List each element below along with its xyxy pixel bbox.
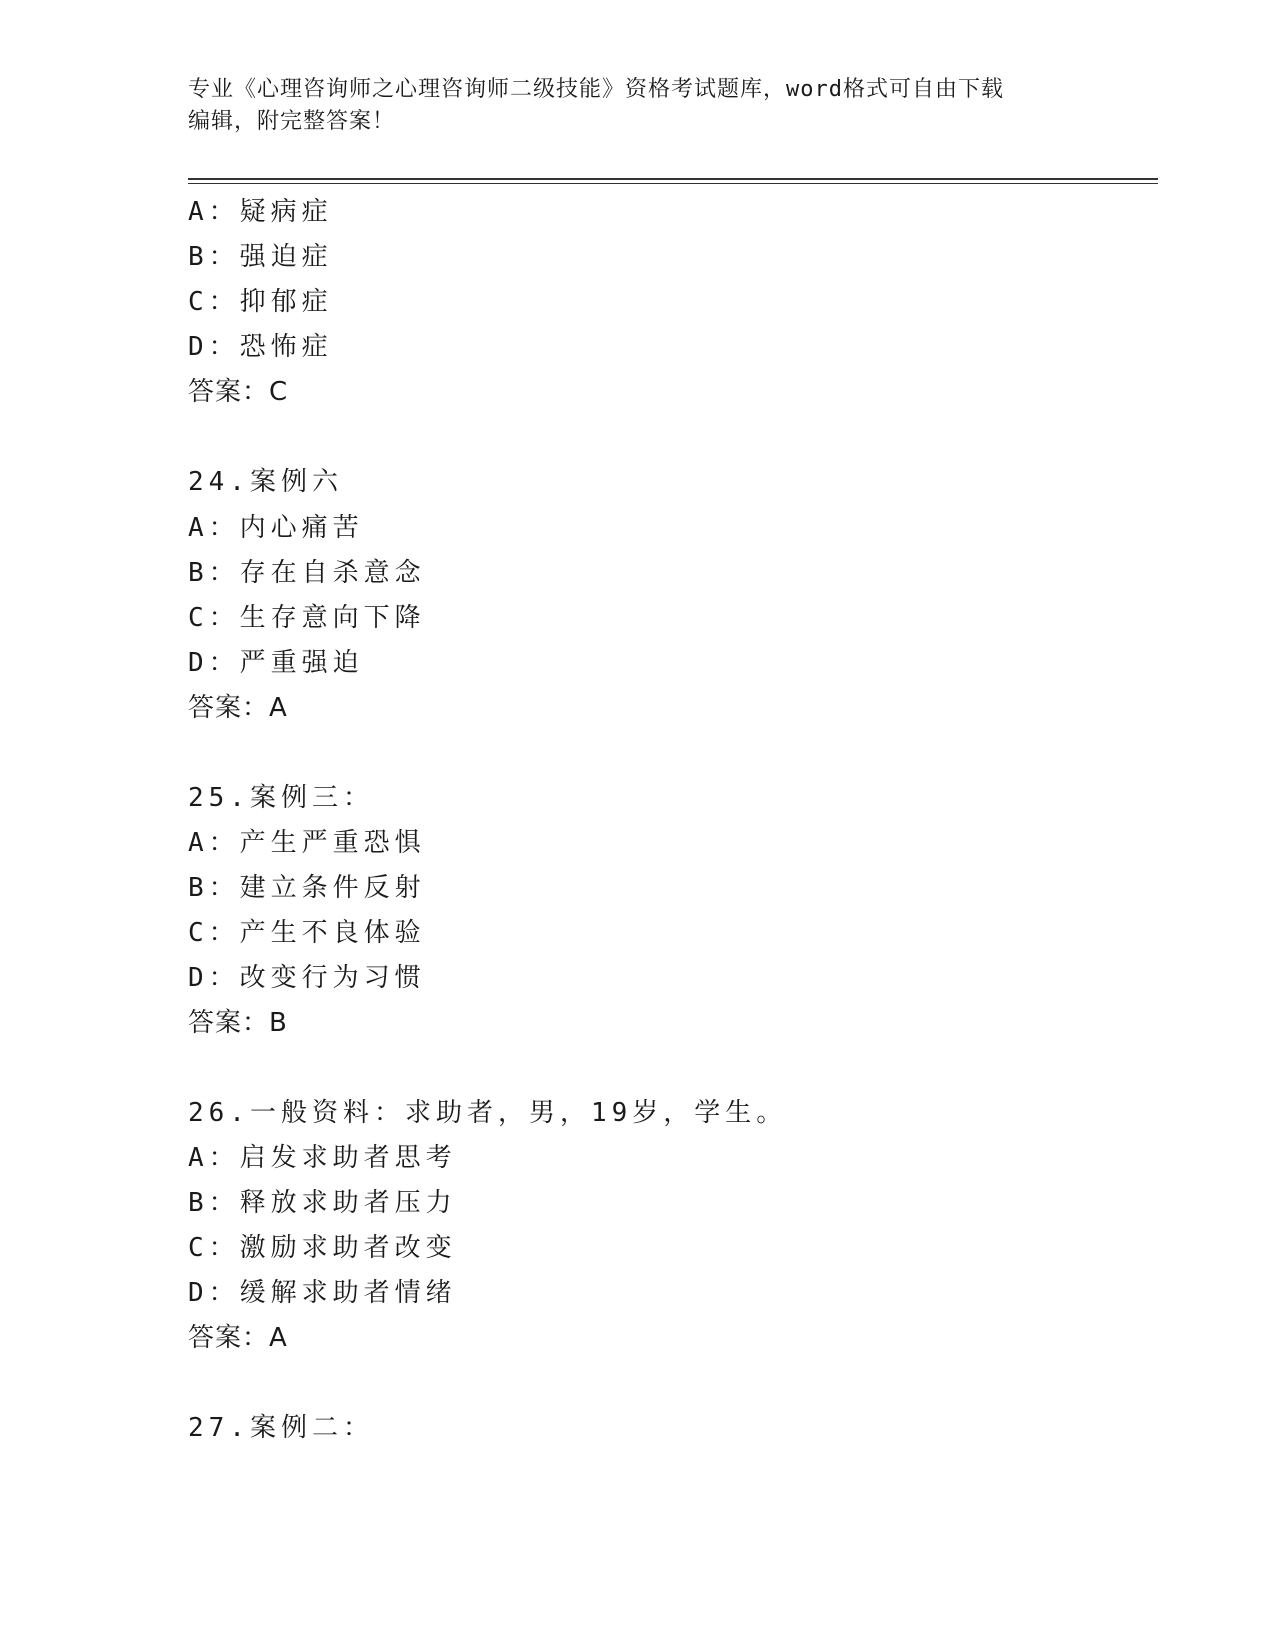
option-line: B：强迫症 bbox=[188, 242, 333, 272]
option-line: C：生存意向下降 bbox=[188, 603, 426, 633]
option-line: B：建立条件反射 bbox=[188, 873, 426, 903]
header-divider bbox=[188, 178, 1158, 184]
option-line: A：产生严重恐惧 bbox=[188, 828, 426, 858]
question-title: 25.案例三： bbox=[188, 783, 374, 813]
answer-line: 答案：A bbox=[188, 1323, 288, 1353]
answer-line: 答案：B bbox=[188, 1008, 288, 1038]
option-line: B：存在自杀意念 bbox=[188, 558, 426, 588]
option-line: C：产生不良体验 bbox=[188, 918, 426, 948]
answer-line: 答案：C bbox=[188, 377, 289, 407]
header-line-2: 编辑，附完整答案！ bbox=[188, 109, 396, 134]
option-line: C：激励求助者改变 bbox=[188, 1233, 457, 1263]
option-line: D：改变行为习惯 bbox=[188, 963, 426, 993]
option-line: D：缓解求助者情绪 bbox=[188, 1278, 457, 1308]
option-line: D：严重强迫 bbox=[188, 648, 364, 678]
document-header bbox=[188, 74, 1088, 138]
option-line: B：释放求助者压力 bbox=[188, 1188, 457, 1218]
option-line: A：内心痛苦 bbox=[188, 513, 364, 543]
option-line: D：恐怖症 bbox=[188, 332, 333, 362]
option-line: A：疑病症 bbox=[188, 197, 333, 227]
option-line: A：启发求助者思考 bbox=[188, 1143, 457, 1173]
option-line: C：抑郁症 bbox=[188, 287, 333, 317]
answer-line: 答案：A bbox=[188, 693, 288, 723]
question-title: 26.一般资料：求助者，男，19岁，学生。 bbox=[188, 1098, 788, 1128]
question-title: 27.案例二： bbox=[188, 1413, 374, 1443]
header-line-1: 专业《心理咨询师之心理咨询师二级技能》资格考试题库，word格式可自由下载 bbox=[188, 77, 1004, 102]
question-title: 24.案例六 bbox=[188, 467, 343, 497]
